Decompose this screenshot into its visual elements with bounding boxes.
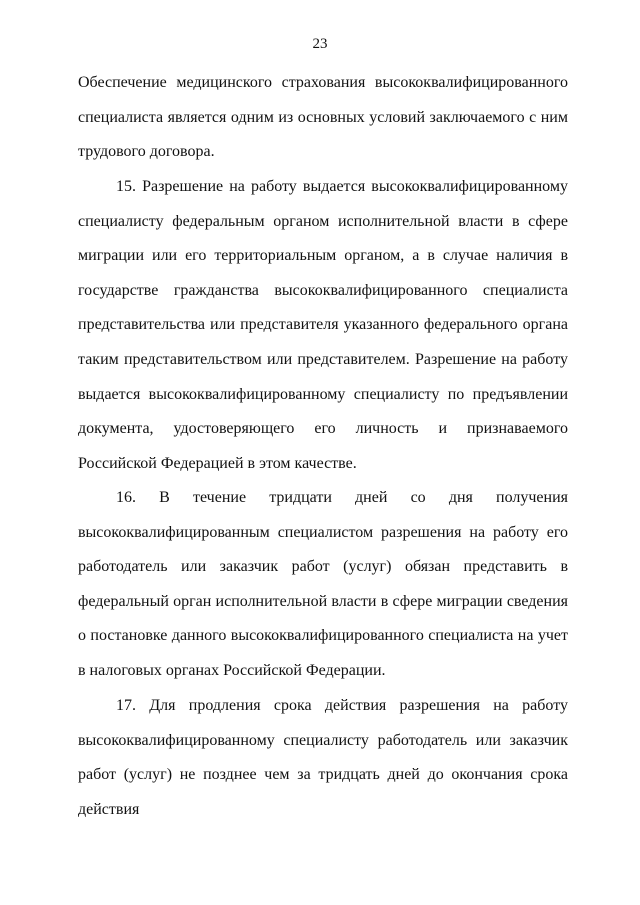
paragraph-item-16: 16. В течение тридцати дней со дня получения высококвалифицированным специалистом разрешения на работу его работодатель или заказчик работ (услуг) обязан представить в федеральный орган исполнительной власти в сфере миграции сведения о постановке данного высококвалифицированного специалиста на учет в налоговых органах Российской Федерации. — [78, 489, 568, 679]
paragraph-item-17: 17. Для продления срока действия разрешения на работу высококвалифицированному специалисту работодатель или заказчик работ (услуг) не позднее чем за тридцать дней до окончания срока действия — [78, 697, 568, 818]
paragraph-continuation: Обеспечение медицинского страхования высококвалифицированного специалиста является одним из основных условий заключаемого с ним трудового договора. — [78, 74, 568, 161]
paragraph-item-15: 15. Разрешение на работу выдается высококвалифицированному специалисту федеральным органом исполнительной власти в сфере миграции или его территориальным органом, а в случае наличия в государстве гражданства высококвалифицированного специалиста представительства или представителя указанного федерального органа таким представительством или представителем. Разрешение на работу выдается высококвалифицированному специалисту по предъявлении документа, удостоверяющего его личность и признаваемого Российской Федерацией в этом качестве. — [78, 178, 568, 472]
page-number: 23 — [312, 36, 328, 52]
